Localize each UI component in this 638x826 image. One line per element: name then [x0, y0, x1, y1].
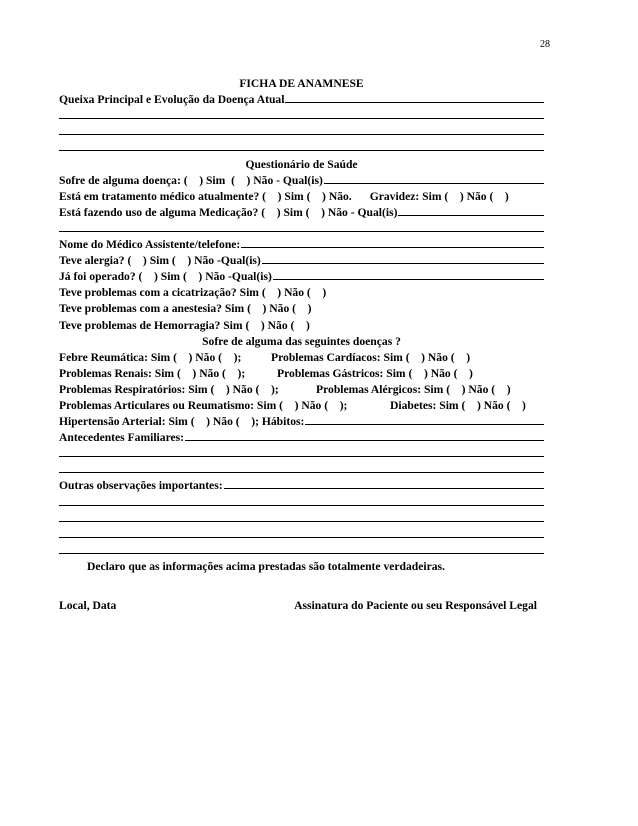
doencas-section-title: Sofre de alguma das seguintes doenças ? — [202, 334, 401, 348]
antecedentes-field[interactable] — [185, 440, 544, 441]
articulares-row — [59, 396, 544, 412]
hemorragia-row — [59, 315, 544, 331]
observacoes-line-5 — [59, 541, 544, 557]
anestesia-question: Teve problemas com a anestesia? Sim ( ) Não ( ) — [59, 302, 312, 316]
spacer — [59, 573, 544, 599]
articulares-question: Problemas Articulares ou Reumatismo: Sim ( ) Não ( ); — [59, 398, 348, 412]
declaracao-text: Declaro que as informações acima prestadas são totalmente verdadeiras. — [87, 559, 445, 573]
health-section-title: Questionário de Saúde — [245, 157, 358, 171]
renais-question: Problemas Renais: Sim ( ) Não ( ); — [59, 366, 246, 380]
respiratorios-question: Problemas Respiratórios: Sim ( ) Não ( ); — [59, 382, 279, 396]
observacoes-line-4 — [59, 525, 544, 541]
hipertensao-row — [59, 412, 544, 428]
anestesia-row — [59, 299, 544, 315]
operado-question: Já foi operado? ( ) Sim ( ) Não -Qual(is) — [59, 270, 272, 284]
medico-field[interactable] — [241, 247, 544, 248]
signature-row — [59, 599, 544, 615]
alergia-row — [59, 251, 544, 267]
observacoes-field-line[interactable] — [59, 553, 544, 554]
doencas-section-row — [59, 332, 544, 348]
health-section-row — [59, 154, 544, 170]
anamnese-form — [59, 74, 544, 615]
habitos-field[interactable] — [305, 424, 544, 425]
queixa-line-3 — [59, 122, 544, 138]
queixa-field[interactable] — [285, 102, 544, 103]
declaracao-row — [59, 557, 544, 573]
antecedentes-line-2 — [59, 444, 544, 460]
doenca-row — [59, 171, 544, 187]
observacoes-line-2 — [59, 492, 544, 508]
antecedentes-row — [59, 428, 544, 444]
tratamento-question: Está em tratamento médico atualmente? ( ) Sim ( ) Não. — [59, 189, 352, 203]
observacoes-field-line[interactable] — [59, 521, 544, 522]
medico-question: Nome do Médico Assistente/telefone: — [59, 238, 241, 252]
gastricos-question: Problemas Gástricos: Sim ( ) Não ( ) — [277, 366, 473, 380]
alergia-field[interactable] — [262, 263, 544, 264]
antecedentes-field-line[interactable] — [59, 456, 544, 457]
page-number: 28 — [540, 39, 550, 50]
medicacao-field[interactable] — [398, 215, 544, 216]
antecedentes-label: Antecedentes Familiares: — [59, 431, 185, 445]
respiratorios-row — [59, 380, 544, 396]
cardiacos-question: Problemas Cardíacos: Sim ( ) Não ( ) — [271, 350, 471, 364]
alergia-question: Teve alergia? ( ) Sim ( ) Não -Qual(is) — [59, 254, 261, 268]
gravidez-question: Gravidez: Sim ( ) Não ( ) — [369, 189, 509, 203]
queixa-row — [59, 90, 544, 106]
queixa-field-line[interactable] — [59, 150, 544, 151]
operado-row — [59, 267, 544, 283]
medico-row — [59, 235, 544, 251]
cicatrizacao-row — [59, 283, 544, 299]
observacoes-line-3 — [59, 509, 544, 525]
operado-field[interactable] — [273, 279, 544, 280]
antecedentes-field-line[interactable] — [59, 472, 544, 473]
medicacao-question: Está fazendo uso de alguma Medicação? ( ) Sim ( ) Não - Qual(is) — [59, 205, 398, 219]
alergicos-question: Problemas Alérgicos: Sim ( ) Não ( ) — [316, 382, 511, 396]
queixa-field-line[interactable] — [59, 118, 544, 119]
medicacao-field-line[interactable] — [59, 231, 544, 232]
diabetes-question: Diabetes: Sim ( ) Não ( ) — [390, 398, 526, 412]
observacoes-field-line[interactable] — [59, 537, 544, 538]
febre-question: Febre Reumática: Sim ( ) Não ( ); — [59, 350, 242, 364]
observacoes-field-line[interactable] — [59, 505, 544, 506]
doenca-field[interactable] — [324, 183, 544, 184]
medicacao-line-2 — [59, 219, 544, 235]
hemorragia-question: Teve problemas de Hemorragia? Sim ( ) Não ( ) — [59, 318, 310, 332]
medicacao-row — [59, 203, 544, 219]
cicatrizacao-question: Teve problemas com a cicatrização? Sim ( ) Não ( ) — [59, 286, 327, 300]
local-data-label: Local, Data — [59, 598, 117, 612]
renais-row — [59, 364, 544, 380]
antecedentes-line-3 — [59, 460, 544, 476]
form-title-row — [59, 74, 544, 90]
queixa-label: Queixa Principal e Evolução da Doença Atual — [59, 93, 285, 107]
febre-row — [59, 348, 544, 364]
observacoes-field[interactable] — [224, 488, 544, 489]
hipertensao-question: Hipertensão Arterial: Sim ( ) Não ( ); Hábitos: — [59, 415, 305, 429]
tratamento-row — [59, 187, 544, 203]
queixa-field-line[interactable] — [59, 134, 544, 135]
observacoes-row — [59, 476, 544, 492]
queixa-line-4 — [59, 138, 544, 154]
form-title: FICHA DE ANAMNESE — [239, 77, 364, 91]
queixa-line-2 — [59, 106, 544, 122]
observacoes-label: Outras observações importantes: — [59, 479, 223, 493]
assinatura-label: Assinatura do Paciente ou seu Responsável Legal — [294, 598, 537, 612]
doenca-question: Sofre de alguma doença: ( ) Sim ( ) Não - Qual(is) — [59, 173, 323, 187]
